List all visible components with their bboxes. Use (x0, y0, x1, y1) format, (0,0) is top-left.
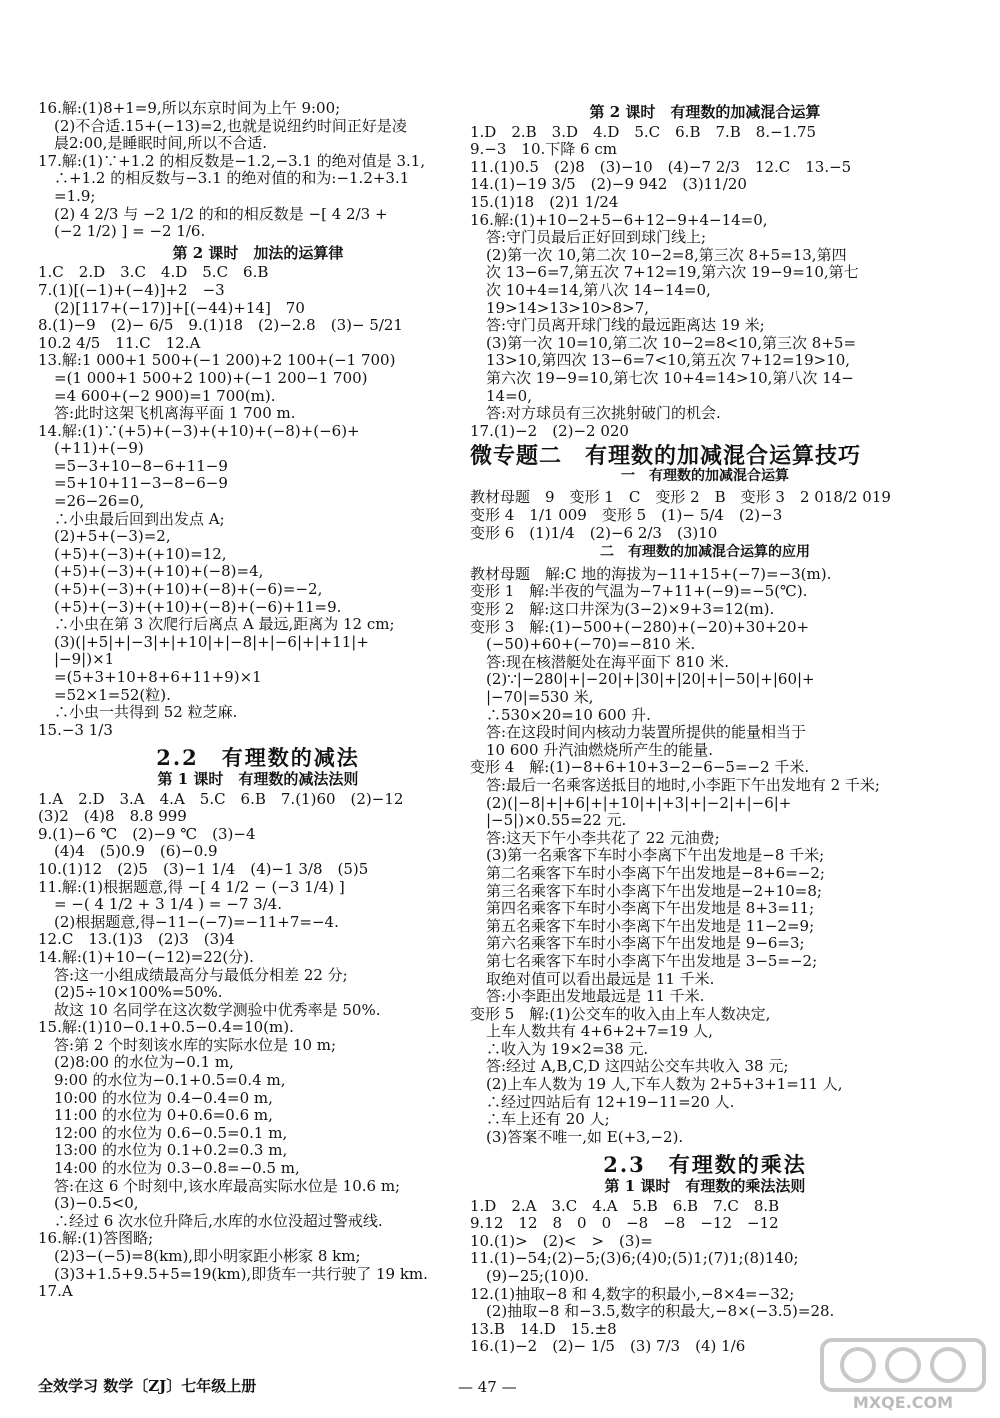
left-line: (2)不合适.15+(−13)=2,也就是说纽约时间正好是凌 (54, 116, 407, 135)
left-line: 9.(1)−6 ℃ (2)−9 ℃ (3)−4 (38, 824, 256, 843)
left-line: ∴小虫一共得到 52 粒芝麻. (54, 703, 238, 722)
left-line: (+11)+(−9) (54, 439, 144, 458)
left-line: (2)5÷10×100%=50%. (54, 983, 223, 1002)
right-line: 14=0, (486, 386, 532, 405)
left-line: 14:00 的水位为 0.3−0.8=−0.5 m, (54, 1159, 300, 1178)
left-line: (3)(|+5|+|−3|+|+10|+|−8|+|−6|+|+11|+ (54, 632, 369, 651)
left-line: 17.A (38, 1282, 73, 1301)
right-line: 15.(1)18 (2)1 1/24 (470, 192, 619, 211)
left-line: 9:00 的水位为−0.1+0.5=0.4 m, (54, 1071, 286, 1090)
left-line: =4 600+(−2 900)=1 700(m). (54, 386, 276, 405)
left-line: 7.(1)[(−1)+(−4)]+2 −3 (38, 280, 225, 299)
right-line: 变形 4 1/1 009 变形 5 (1)− 5/4 (2)−3 (470, 506, 783, 525)
right-line: 第六次 19−9=10,第七次 10+4=14>10,第八次 14− (486, 368, 854, 387)
right-line: 10.(1)> (2)< > (3)= (470, 1231, 653, 1250)
right-line: 13.B 14.D 15.±8 (470, 1319, 617, 1338)
left-line: (+5)+(−3)+(+10)+(−8)+(−6)+11=9. (54, 597, 342, 616)
left-line: 15.解:(1)10−0.1+0.5−0.4=10(m). (38, 1018, 294, 1037)
right-line: 16.解:(1)+10−2+5−6+12−9+4−14=0, (470, 210, 768, 229)
left-line: 10.2 4/5 11.C 12.A (38, 333, 201, 352)
left-line: (3)−0.5<0, (54, 1194, 139, 1213)
left-line: 答:这一小组成绩最高分与最低分相差 22 分; (54, 965, 348, 984)
left-line: (2)根据题意,得−11−(−7)=−11+7=−4. (54, 912, 339, 931)
right-line: 次 13−6=7,第五次 7+12=19,第六次 19−9=10,第七 (486, 263, 859, 282)
left-line: = −( 4 1/2 + 3 1/4 ) = −7 3/4. (54, 895, 283, 914)
left-line: =26−26=0, (54, 492, 145, 511)
right-line: 1.D 2.B 3.D 4.D 5.C 6.B 7.B 8.−1.75 (470, 122, 817, 141)
right-line: 教材母题 解:C 地的海拔为−11+15+(−7)=−3(m). (470, 564, 832, 583)
right-line: 12.(1)抽取−8 和 4,数字的积最小,−8×4=−32; (470, 1284, 795, 1303)
left-line: 13:00 的水位为 0.1+0.2=0.3 m, (54, 1141, 288, 1160)
right-line: 答:最后一名乘客送抵目的地时,小李距下午出发地有 2 千米; (486, 775, 880, 794)
left-line: ∴小虫在第 3 次爬行后离点 A 最远,距离为 12 cm; (54, 615, 395, 634)
right-line: (−50)+60+(−70)=−810 米. (486, 635, 696, 654)
left-line: ∴+1.2 的相反数与−3.1 的绝对值的和为:−1.2+3.1 (54, 169, 410, 188)
right-line: 变形 2 解:这口井深为(3−2)×9+3=12(m). (470, 600, 775, 619)
left-line: 答:此时这架飞机离海平面 1 700 m. (54, 404, 296, 423)
left-line: =(1 000+1 500+2 100)+(−1 200−1 700) (54, 368, 368, 387)
right-line: 11.(1)0.5 (2)8 (3)−10 (4)−7 2/3 12.C 13.−5 (470, 157, 852, 176)
right-line: 16.(1)−2 (2)− 1/5 (3) 7/3 (4) 1/6 (470, 1337, 746, 1356)
right-line: 答:守门员最后正好回到球门线上; (486, 228, 707, 247)
right-line: 17.(1)−2 (2)−2 020 (470, 421, 629, 440)
right-line: 第 2 课时 有理数的加减混合运算 (589, 103, 821, 121)
right-line: (9)−25;(10)0. (486, 1267, 590, 1285)
right-line: (2)抽取−8 和−3.5,数字的积最大,−8×(−3.5)=28. (486, 1302, 835, 1321)
left-line: =1.9; (54, 186, 96, 205)
left-column (38, 100, 478, 1301)
right-line: 19>14>13>10>8>7, (486, 298, 650, 317)
right-line: 二 有理数的加减混合运算的应用 (600, 544, 810, 561)
left-line: 第 2 课时 加法的运算律 (172, 243, 344, 262)
right-line: 上车人数共有 4+6+2+7=19 人, (486, 1022, 713, 1041)
right-line: 第六名乘客下车时小李离下午出发地是 9−6=3; (486, 934, 805, 953)
left-line: 晨2:00,是睡眠时间,所以不合适. (54, 134, 267, 153)
left-line: ∴小虫最后回到出发点 A; (54, 509, 225, 528)
right-line: 14.(1)−19 3/5 (2)−9 942 (3)11/20 (470, 175, 747, 194)
left-line: 故这 10 名同学在这次数学测验中优秀率是 50%. (54, 1000, 381, 1019)
right-line: 答:经过 A,B,C,D 这四站公交车共收入 38 元; (486, 1057, 789, 1076)
left-line: 16.解:(1)8+1=9,所以东京时间为上午 9:00; (38, 99, 341, 117)
right-line: (2)(|−8|+|+6|+|+10|+|+3|+|−2|+|−6|+ (486, 793, 792, 812)
right-line: 11.(1)−54;(2)−5;(3)6;(4)0;(5)1;(7)1;(8)140; (470, 1249, 799, 1268)
left-line: (3)2 (4)8 8.8 999 (38, 807, 187, 826)
left-line: 14.解:(1)∵(+5)+(−3)+(+10)+(−8)+(−6)+ (38, 421, 360, 440)
right-line: 答:这天下午小李共花了 22 元油费; (486, 828, 720, 847)
right-line: 10 600 升汽油燃烧所产生的能量. (486, 740, 714, 759)
left-line: 8.(1)−9 (2)− 6/5 9.(1)18 (2)−2.8 (3)− 5/21 (38, 316, 403, 335)
left-line: (2)+5+(−3)=2, (54, 527, 171, 546)
right-line: (3)第一名乘客下车时小李离下午出发地是−8 千米; (486, 846, 825, 865)
right-line: 13>10,第四次 13−6=7<10,第五次 7+12=19>10, (486, 351, 851, 370)
right-line: (2)第一次 10,第二次 10−2=8,第三次 8+5=13,第四 (486, 245, 847, 264)
right-line: 第 1 课时 有理数的乘法法则 (604, 1177, 806, 1196)
right-line: ∴收入为 19×2=38 元. (486, 1039, 649, 1058)
right-line: 第二名乘客下车时小李离下午出发地是−8+6=−2; (486, 863, 825, 882)
left-line: 第 1 课时 有理数的减法法则 (157, 769, 359, 788)
right-line: ∴530×20=10 600 升. (486, 705, 651, 724)
page-number: — 47 — (458, 1378, 517, 1396)
right-line: (3)答案不唯一,如 E(+3,−2). (486, 1127, 684, 1146)
right-line: |−70|=530 米, (486, 688, 594, 706)
left-line: 2.2 有理数的减法 (156, 745, 360, 771)
left-line: (4)4 (5)0.9 (6)−0.9 (54, 842, 218, 861)
left-line: 1.A 2.D 3.A 4.A 5.C 6.B 7.(1)60 (2)−12 (38, 789, 404, 808)
right-line: |−5|)×0.55=22 元. (486, 811, 627, 830)
left-line: 13.解:1 000+1 500+(−1 200)+2 100+(−1 700) (38, 351, 396, 370)
left-line: 16.解:(1)答图略; (38, 1229, 154, 1248)
left-line: (+5)+(−3)+(+10)+(−8)=4, (54, 562, 264, 581)
right-line: 答:现在核潜艇处在海平面下 810 米. (486, 652, 729, 671)
right-line: 2.3 有理数的乘法 (603, 1152, 807, 1178)
left-line: 10:00 的水位为 0.4−0.4=0 m, (54, 1088, 273, 1107)
left-line: 15.−3 1/3 (38, 720, 113, 739)
right-line: 答:小李距出发地最远是 11 千米. (486, 987, 705, 1006)
right-line: 变形 5 解:(1)公交车的收入由上车人数决定, (470, 1004, 771, 1023)
left-line: 12:00 的水位为 0.6−0.5=0.1 m, (54, 1123, 288, 1142)
right-line: 变形 4 解:(1)−8+6+10+3−2−6−5=−2 千米. (470, 758, 810, 777)
right-line: 第三名乘客下车时小李离下午出发地是−2+10=8; (486, 881, 822, 900)
right-line: 9.12 12 8 0 0 −8 −8 −12 −12 (470, 1214, 779, 1233)
right-line: ∴车上还有 20 人; (486, 1110, 610, 1129)
right-column (470, 100, 940, 1356)
left-line: (+5)+(−3)+(+10)=12, (54, 544, 227, 563)
left-line: (2) 4 2/3 与 −2 1/2 的和的相反数是 −[ 4 2/3 + (54, 204, 388, 223)
right-line: 次 10+4=14,第八次 14−14=0, (486, 280, 711, 299)
left-line: 1.C 2.D 3.C 4.D 5.C 6.B (38, 263, 269, 282)
left-line: 答:在这 6 个时刻中,该水库最高实际水位是 10.6 m; (54, 1176, 401, 1195)
left-line: (+5)+(−3)+(+10)+(−8)+(−6)=−2, (54, 580, 323, 599)
left-line: =(5+3+10+8+6+11+9)×1 (54, 668, 262, 686)
left-line: |−9|)×1 (54, 650, 115, 669)
right-line: ∴经过四站后有 12+19−11=20 人. (486, 1092, 735, 1111)
right-line: 变形 1 解:半夜的气温为−7+11+(−9)=−5(℃). (470, 582, 808, 601)
right-line: 变形 6 (1)1/4 (2)−6 2/3 (3)10 (470, 523, 718, 542)
left-line: 11:00 的水位为 0+0.6=0.6 m, (54, 1106, 273, 1125)
left-line: (3)3+1.5+9.5+5=19(km),即货车一共行驶了 19 km. (54, 1264, 428, 1283)
left-line: 10.(1)12 (2)5 (3)−1 1/4 (4)−1 3/8 (5)5 (38, 859, 369, 878)
left-line: =5+10+11−3−8−6−9 (54, 474, 228, 493)
right-line: 变形 3 解:(1)−500+(−280)+(−20)+30+20+ (470, 617, 810, 636)
right-line: 答:守门员离开球门线的最远距离达 19 米; (486, 316, 765, 335)
left-line: 14.解:(1)+10−(−12)=22(分). (38, 947, 254, 966)
right-line: 一 有理数的加减混合运算 (621, 467, 789, 484)
right-line: (2)上车人数为 19 人,下车人数为 2+5+3+1=11 人, (486, 1075, 843, 1094)
left-line: (2)[117+(−17)]+[(−44)+14] 70 (54, 298, 305, 317)
right-line: 第七名乘客下车时小李离下午出发地是 3−5=−2; (486, 951, 818, 970)
right-line: (3)第一次 10=10,第二次 10−2=8<10,第三次 8+5= (486, 333, 857, 352)
left-line: (−2 1/2) ] = −2 1/6. (54, 222, 206, 241)
left-line: (2)8:00 的水位为−0.1 m, (54, 1053, 234, 1072)
right-line: 取绝对值可以看出最远是 11 千米. (486, 969, 715, 988)
left-line: =5−3+10−8−6+11−9 (54, 456, 228, 475)
right-line: 答:在这段时间内核动力装置所提供的能量相当于 (486, 723, 807, 742)
watermark-text: MXQE.COM (852, 1393, 954, 1412)
book-footer: 全效学习 数学〔ZJ〕七年级上册 (38, 1377, 257, 1395)
right-line: 1.D 2.A 3.C 4.A 5.B 6.B 7.C 8.B (470, 1196, 780, 1215)
left-line: (2)3−(−5)=8(km),即小明家距小彬家 8 km; (54, 1247, 361, 1265)
right-line: (2)∵|−280|+|−20|+|30|+|20|+|−50|+|60|+ (486, 670, 815, 689)
right-line: 答:对方球员有三次挑射破门的机会. (486, 404, 721, 423)
left-line: ∴经过 6 次水位升降后,水库的水位没超过警戒线. (54, 1211, 383, 1230)
left-line: =52×1=52(粒). (54, 685, 171, 704)
left-line: 11.解:(1)根据题意,得 −[ 4 1/2 − (−3 1/4) ] (38, 877, 345, 896)
right-line: 第五名乘客下车时小李离下午出发地是 11−2=9; (486, 916, 815, 935)
left-line: 17.解:(1)∵+1.2 的相反数是−1.2,−3.1 的绝对值是 3.1, (38, 151, 426, 170)
left-line: 12.C 13.(1)3 (2)3 (3)4 (38, 930, 235, 949)
watermark-logo (818, 1334, 988, 1412)
right-line: 微专题二 有理数的加减混合运算技巧 (470, 443, 862, 470)
right-line: 9.−3 10.下降 6 cm (470, 140, 617, 159)
right-line: 教材母题 9 变形 1 C 变形 2 B 变形 3 2 018/2 019 (470, 488, 891, 507)
right-line: 第四名乘客下车时小李离下午出发地是 8+3=11; (486, 899, 815, 918)
left-line: 答:第 2 个时刻该水库的实际水位是 10 m; (54, 1035, 337, 1054)
